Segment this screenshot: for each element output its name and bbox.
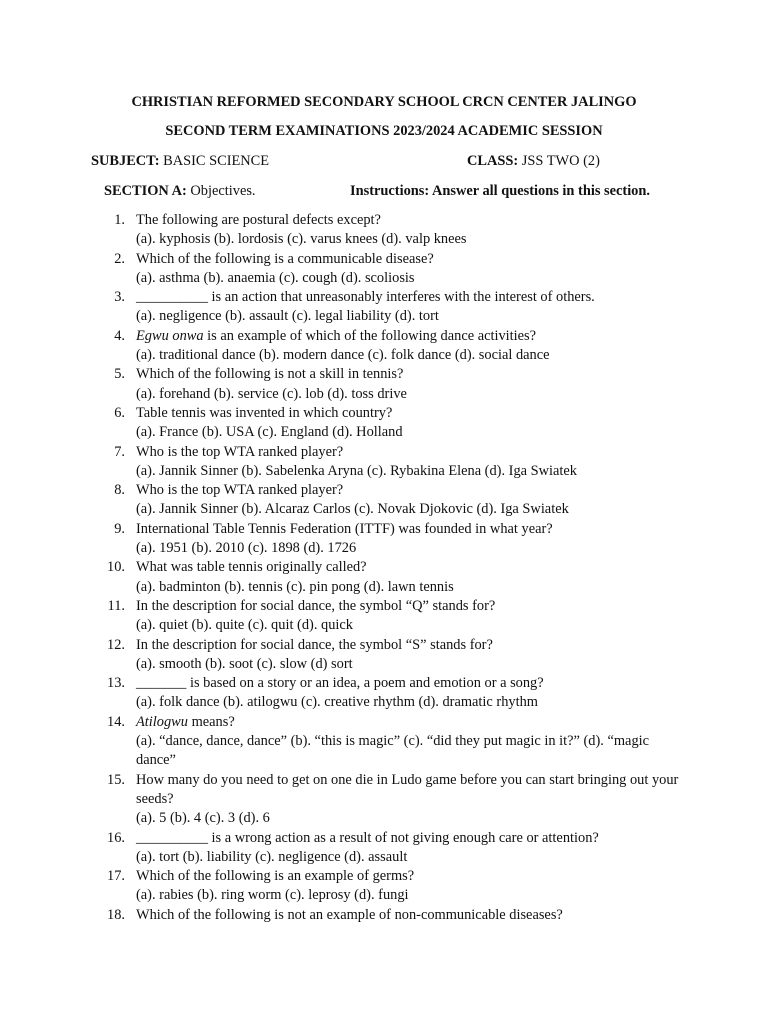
question-number: 6. <box>114 404 125 421</box>
question-options: (a). smooth (b). soot (c). slow (d) sort <box>136 655 353 672</box>
class-label: CLASS: <box>467 153 519 169</box>
question-options: (a). rabies (b). ring worm (c). leprosy (d). fungi <box>136 887 409 904</box>
question-text <box>136 521 553 537</box>
question-number: 8. <box>114 482 125 499</box>
question-item <box>0 829 684 868</box>
question-text <box>136 907 563 923</box>
question-item <box>0 771 684 829</box>
question-number: 10. <box>107 559 125 576</box>
question-item <box>0 713 684 771</box>
question-item <box>0 520 684 559</box>
question-options: (a). traditional dance (b). modern dance (c). folk dance (d). social dance <box>136 347 550 364</box>
section-label: SECTION A: <box>104 183 187 199</box>
question-item <box>0 906 684 925</box>
question-italic-term: Atilogwu <box>136 713 188 730</box>
question-number: 13. <box>107 675 125 692</box>
question-text <box>136 714 235 730</box>
question-number: 17. <box>107 868 125 885</box>
question-item <box>0 867 684 906</box>
exam-title: SECOND TERM EXAMINATIONS 2023/2024 ACADEMIC SESSION <box>165 123 603 139</box>
question-options: (a). 1951 (b). 2010 (c). 1898 (d). 1726 <box>136 540 357 557</box>
question-text <box>136 482 343 498</box>
subject-label: SUBJECT: <box>91 153 160 169</box>
question-text <box>136 328 536 344</box>
question-stem: Who is the top WTA ranked player? <box>136 482 344 499</box>
question-item <box>0 250 684 289</box>
question-text <box>136 212 381 228</box>
question-number: 14. <box>107 713 125 730</box>
question-text <box>136 366 403 382</box>
question-italic-term: Egwu onwa <box>136 327 204 344</box>
question-stem: In the description for social dance, the symbol “S” stands for? <box>136 636 493 653</box>
question-stem: Which of the following is an example of germs? <box>136 868 415 885</box>
question-text <box>136 405 392 421</box>
question-options: (a). forehand (b). service (c). lob (d). toss drive <box>136 385 407 402</box>
question-number: 4. <box>114 327 125 344</box>
question-stem: Who is the top WTA ranked player? <box>136 443 344 460</box>
question-stem: What was table tennis originally called? <box>136 559 367 576</box>
question-stem: Which of the following is not an example of non-communicable diseases? <box>136 906 563 923</box>
question-options: (a). Jannik Sinner (b). Sabelenka Aryna (c). Rybakina Elena (d). Iga Swiatek <box>136 462 577 479</box>
question-stem: _______ is based on a story or an idea, a poem and emotion or a song? <box>136 675 544 692</box>
section-line <box>104 182 256 201</box>
question-options: (a). folk dance (b). atilogwu (c). creative rhythm (d). dramatic rhythm <box>136 694 538 711</box>
question-stem: __________ is a wrong action as a result of not giving enough care or attention? <box>136 829 599 846</box>
question-text <box>136 289 595 305</box>
question-item <box>0 365 684 404</box>
question-stem: means? <box>187 713 235 730</box>
question-list <box>0 211 768 925</box>
subject-line <box>91 152 269 171</box>
question-options: (a). kyphosis (b). lordosis (c). varus knees (d). valp knees <box>136 231 467 248</box>
question-stem: The following are postural defects except? <box>136 212 381 228</box>
class-line <box>467 152 600 171</box>
question-text <box>136 251 434 267</box>
question-item <box>0 327 684 366</box>
question-item <box>0 288 684 327</box>
question-item <box>0 404 684 443</box>
question-options: (a). France (b). USA (c). England (d). Holland <box>136 424 403 441</box>
question-item <box>0 481 684 520</box>
question-options: (a). badminton (b). tennis (c). pin pong (d). lawn tennis <box>136 578 454 595</box>
question-options: (a). quiet (b). quite (c). quit (d). quick <box>136 617 353 634</box>
question-text <box>136 868 414 884</box>
question-stem: International Table Tennis Federation (ITTF) was founded in what year? <box>136 520 553 537</box>
question-number: 7. <box>114 443 125 460</box>
question-options: (a). Jannik Sinner (b). Alcaraz Carlos (c). Novak Djokovic (d). Iga Swiatek <box>136 501 569 518</box>
question-number: 15. <box>107 771 125 788</box>
question-text <box>136 598 495 614</box>
question-text <box>136 675 544 691</box>
question-options: (a). 5 (b). 4 (c). 3 (d). 6 <box>136 810 270 827</box>
question-text <box>136 559 367 575</box>
question-text <box>136 637 493 653</box>
question-options: (a). tort (b). liability (c). negligence (d). assault <box>136 848 408 865</box>
question-stem: In the description for social dance, the symbol “Q” stands for? <box>136 597 496 614</box>
question-item <box>0 636 684 675</box>
school-title: CHRISTIAN REFORMED SECONDARY SCHOOL CRCN CENTER JALINGO <box>131 94 637 110</box>
question-options: (a). “dance, dance, dance” (b). “this is magic” (c). “did they put magic in it?” (d). “magic dance” <box>136 733 650 769</box>
question-text <box>136 772 678 807</box>
question-number: 9. <box>114 520 125 537</box>
question-number: 12. <box>107 636 125 653</box>
question-stem: How many do you need to get on one die in Ludo game before you can start bringing out your seeds? <box>136 771 679 807</box>
question-item <box>0 597 684 636</box>
question-number: 11. <box>107 597 125 614</box>
question-options: (a). asthma (b). anaemia (c). cough (d). scoliosis <box>136 269 415 286</box>
class-value: JSS TWO (2) <box>521 153 600 169</box>
question-item <box>0 558 684 597</box>
question-item <box>0 211 684 250</box>
question-stem: Which of the following is not a skill in tennis? <box>136 366 404 383</box>
question-number: 2. <box>114 250 125 267</box>
question-stem: Which of the following is a communicable disease? <box>136 250 434 267</box>
subject-value: BASIC SCIENCE <box>163 153 270 169</box>
question-stem: is an example of which of the following dance activities? <box>203 327 537 344</box>
question-number: 3. <box>114 289 125 306</box>
question-stem: __________ is an action that unreasonably interferes with the interest of others. <box>136 289 595 306</box>
question-options: (a). negligence (b). assault (c). legal liability (d). tort <box>136 308 439 325</box>
question-text <box>136 444 343 460</box>
question-stem: Table tennis was invented in which country? <box>136 404 393 421</box>
question-number: 18. <box>107 906 125 923</box>
question-item <box>0 443 684 482</box>
question-number: 1. <box>114 212 125 228</box>
question-number: 16. <box>107 829 125 846</box>
question-item <box>0 674 684 713</box>
question-text <box>136 830 599 846</box>
question-number: 5. <box>114 366 125 383</box>
instructions: Instructions: Answer all questions in this section. <box>350 183 650 199</box>
section-value: Objectives. <box>190 183 256 199</box>
